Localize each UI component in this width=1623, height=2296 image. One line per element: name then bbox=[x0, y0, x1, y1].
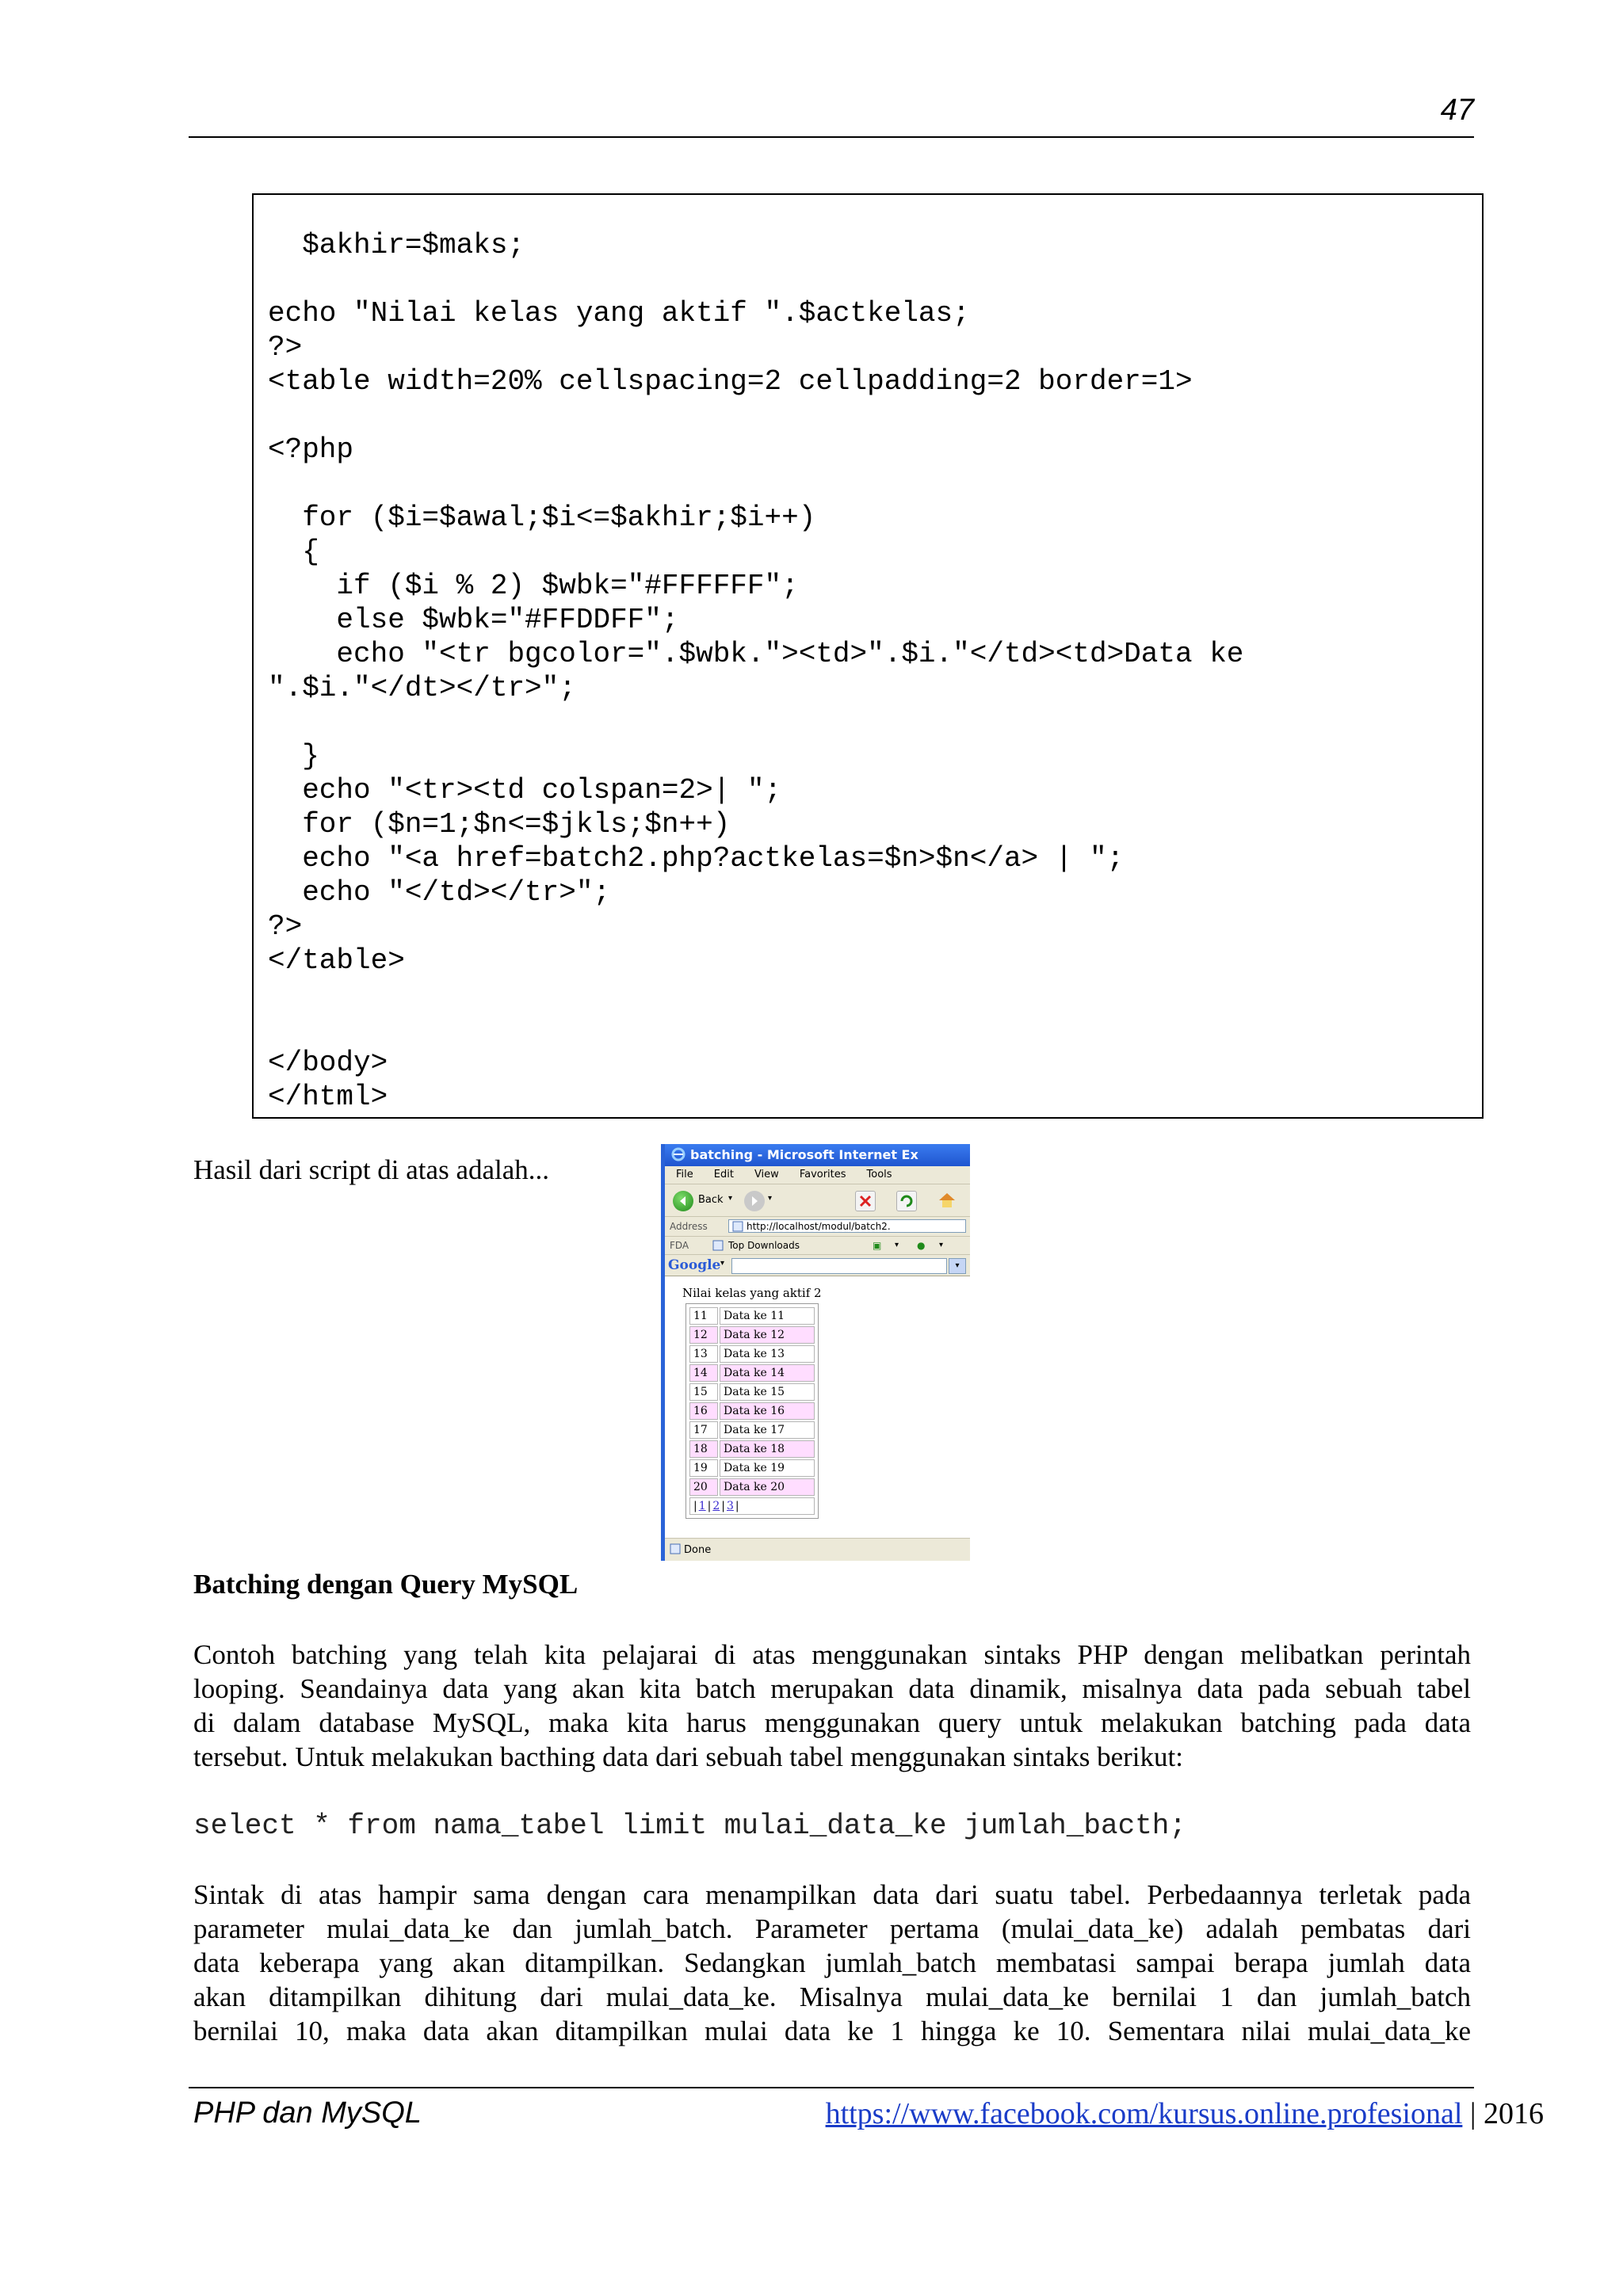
footer-separator: | bbox=[1462, 2097, 1484, 2130]
back-arrow-icon bbox=[673, 1191, 693, 1211]
code-line: else $wbk="#FFDDFF"; bbox=[268, 604, 679, 636]
header-rule bbox=[189, 136, 1474, 138]
top-downloads-link[interactable]: Top Downloads bbox=[728, 1240, 800, 1251]
footer-right bbox=[826, 2096, 1544, 2131]
code-line: echo "Nilai kelas yang aktif ".$actkelas; bbox=[268, 297, 970, 330]
menu-favorites[interactable]: Favorites bbox=[799, 1169, 846, 1180]
media-icon[interactable]: ▣ bbox=[873, 1240, 882, 1251]
bookmark-icon bbox=[712, 1240, 724, 1251]
home-icon bbox=[938, 1191, 957, 1210]
refresh-icon bbox=[897, 1192, 916, 1211]
paragraph-line: looping. Seandainya data yang akan kita batch merupakan data dinamik, misalnya data pada sebuah tabel bbox=[193, 1673, 1471, 1704]
row-number: 14 bbox=[689, 1364, 718, 1382]
row-data: Data ke 16 bbox=[720, 1402, 815, 1420]
table-row bbox=[689, 1326, 815, 1344]
stop-button[interactable] bbox=[855, 1191, 876, 1211]
chevron-down-icon[interactable]: ▾ bbox=[728, 1194, 733, 1203]
page-done-icon bbox=[670, 1543, 681, 1554]
paragraph-line: data keberapa yang akan ditampilkan. Sedangkan jumlah_batch membatasi sampai berapa jumlah data bbox=[193, 1947, 1471, 1978]
window-title: batching - Microsoft Internet Ex bbox=[690, 1147, 918, 1162]
status-text: Done bbox=[684, 1544, 712, 1556]
paragraph-line: Contoh batching yang telah kita pelajarai di atas menggunakan sintaks PHP dengan melibatkan perintah bbox=[193, 1639, 1471, 1670]
browser-screenshot bbox=[661, 1144, 970, 1561]
fda-label: FDA bbox=[670, 1240, 689, 1251]
pager-separator: | bbox=[735, 1500, 739, 1512]
code-line: if ($i % 2) $wbk="#FFFFFF"; bbox=[268, 570, 799, 602]
section-heading: Batching dengan Query MySQL bbox=[193, 1569, 579, 1600]
code-line: } bbox=[268, 740, 319, 772]
code-line: for ($i=$awal;$i<=$akhir;$i++) bbox=[268, 502, 816, 534]
stop-icon bbox=[856, 1192, 875, 1211]
paragraph-line: parameter mulai_data_ke dan jumlah_batch. Parameter pertama (mulai_data_ke) adalah pembatas dari bbox=[193, 1913, 1471, 1944]
code-line: echo "</td></tr>"; bbox=[268, 876, 611, 909]
row-number: 16 bbox=[689, 1402, 718, 1420]
pager-separator: | bbox=[721, 1500, 725, 1512]
forward-button[interactable] bbox=[744, 1191, 765, 1211]
table-row bbox=[689, 1421, 815, 1439]
row-number: 15 bbox=[689, 1383, 718, 1401]
paragraph-line: Sintak di atas hampir sama dengan cara menampilkan data dari suatu tabel. Perbedaannya terletak pada bbox=[193, 1879, 1471, 1910]
page-content bbox=[665, 1276, 970, 1538]
pager-separator: | bbox=[693, 1500, 697, 1512]
google-toolbar bbox=[665, 1255, 970, 1276]
toolbar bbox=[665, 1184, 970, 1217]
page-number: 47 bbox=[1440, 93, 1474, 127]
row-data: Data ke 19 bbox=[720, 1459, 815, 1477]
code-block bbox=[252, 193, 1484, 1119]
address-value: http://localhost/modul/batch2. bbox=[747, 1221, 891, 1232]
footer-year: 2016 bbox=[1484, 2097, 1544, 2130]
row-number: 11 bbox=[689, 1307, 718, 1325]
ie-logo-icon bbox=[671, 1147, 685, 1161]
code-line: echo "<tr bgcolor=".$wbk."><td>".$i."</td><td>Data ke bbox=[268, 638, 1244, 670]
paragraph-line: di dalam database MySQL, maka kita harus menggunakan query untuk melakukan batching pada data bbox=[193, 1707, 1471, 1738]
code-line: { bbox=[268, 536, 319, 568]
row-data: Data ke 18 bbox=[720, 1440, 815, 1458]
pager-row bbox=[689, 1497, 815, 1515]
refresh-button[interactable] bbox=[896, 1191, 917, 1211]
code-line: ".$i."</dt></tr>"; bbox=[268, 672, 576, 704]
data-table bbox=[685, 1303, 819, 1519]
code-line: </body> bbox=[268, 1047, 388, 1079]
home-button[interactable] bbox=[938, 1191, 957, 1210]
chevron-down-icon[interactable]: ▾ bbox=[895, 1241, 899, 1249]
row-number: 20 bbox=[689, 1478, 718, 1496]
row-number: 12 bbox=[689, 1326, 718, 1344]
google-logo: Google bbox=[668, 1257, 721, 1273]
table-row bbox=[689, 1345, 815, 1363]
code-line: echo "<tr><td colspan=2>| "; bbox=[268, 774, 782, 807]
pager bbox=[689, 1497, 815, 1515]
menu-edit[interactable]: Edit bbox=[713, 1169, 734, 1180]
code-line: <table width=20% cellspacing=2 cellpadding=2 border=1> bbox=[268, 365, 1193, 398]
code-line: $akhir=$maks; bbox=[268, 229, 525, 261]
row-data: Data ke 15 bbox=[720, 1383, 815, 1401]
code-line: <?php bbox=[268, 433, 354, 466]
code-line: </table> bbox=[268, 944, 405, 977]
footer-rule bbox=[189, 2087, 1474, 2088]
row-data: Data ke 14 bbox=[720, 1364, 815, 1382]
table-row bbox=[689, 1440, 815, 1458]
row-number: 17 bbox=[689, 1421, 718, 1439]
page-link-2[interactable]: 2 bbox=[712, 1500, 720, 1512]
row-data: Data ke 13 bbox=[720, 1345, 815, 1363]
menu-bar bbox=[665, 1166, 970, 1184]
row-number: 18 bbox=[689, 1440, 718, 1458]
chevron-down-icon[interactable]: ▾ bbox=[768, 1194, 773, 1203]
table-row bbox=[689, 1364, 815, 1382]
menu-tools[interactable]: Tools bbox=[866, 1169, 892, 1180]
links-bar bbox=[665, 1237, 970, 1255]
paragraph-line: akan ditampilkan dihitung dari mulai_data_ke. Misalnya mulai_data_ke bernilai 1 dan jumlah_batch bbox=[193, 1981, 1471, 2012]
table-row bbox=[689, 1402, 815, 1420]
result-caption: Hasil dari script di atas adalah... bbox=[193, 1154, 550, 1185]
code-line: </html> bbox=[268, 1081, 388, 1113]
row-data: Data ke 11 bbox=[720, 1307, 815, 1325]
back-label: Back bbox=[698, 1194, 724, 1206]
paragraph-line: bernilai 10, maka data akan ditampilkan mulai data ke 1 hingga ke 10. Sementara nilai mulai_data_ke bbox=[193, 2016, 1471, 2046]
paragraph-line: tersebut. Untuk melakukan bacthing data dari sebuah tabel menggunakan sintaks berikut: bbox=[193, 1741, 1183, 1772]
back-button[interactable] bbox=[673, 1191, 693, 1211]
footer-title: PHP dan MySQL bbox=[193, 2096, 422, 2130]
chevron-down-icon[interactable]: ▾ bbox=[939, 1241, 944, 1249]
status-dot-icon[interactable]: ● bbox=[917, 1240, 926, 1251]
code-line: ?> bbox=[268, 331, 303, 364]
row-number: 13 bbox=[689, 1345, 718, 1363]
address-label: Address bbox=[670, 1221, 708, 1232]
code-line: for ($n=1;$n<=$jkls;$n++) bbox=[268, 808, 731, 841]
pager-separator: | bbox=[707, 1500, 712, 1512]
page-icon bbox=[732, 1221, 743, 1232]
forward-arrow-icon bbox=[744, 1191, 765, 1211]
table-row bbox=[689, 1459, 815, 1477]
page-link-1[interactable]: 1 bbox=[698, 1500, 706, 1512]
table-row bbox=[689, 1478, 815, 1496]
table-row bbox=[689, 1307, 815, 1325]
menu-file[interactable]: File bbox=[676, 1169, 693, 1180]
row-data: Data ke 17 bbox=[720, 1421, 815, 1439]
row-data: Data ke 20 bbox=[720, 1478, 815, 1496]
page-link-3[interactable]: 3 bbox=[727, 1500, 734, 1512]
search-dropdown-button[interactable]: ▾ bbox=[949, 1258, 966, 1274]
window-title-bar bbox=[665, 1144, 970, 1166]
row-data: Data ke 12 bbox=[720, 1326, 815, 1344]
code-line: echo "<a href=batch2.php?actkelas=$n>$n</a> | "; bbox=[268, 842, 1125, 875]
status-bar bbox=[665, 1538, 970, 1561]
sql-example: select * from nama_tabel limit mulai_data_ke jumlah_bacth; bbox=[193, 1810, 1187, 1842]
active-class-text: Nilai kelas yang aktif 2 bbox=[682, 1286, 822, 1300]
footer-link[interactable]: https://www.facebook.com/kursus.online.profesional bbox=[825, 2097, 1463, 2130]
address-bar bbox=[665, 1217, 970, 1237]
chevron-down-icon[interactable]: ▾ bbox=[720, 1259, 725, 1268]
google-search-input[interactable] bbox=[731, 1258, 947, 1274]
address-input[interactable] bbox=[728, 1219, 966, 1233]
code-line: ?> bbox=[268, 910, 303, 943]
menu-view[interactable]: View bbox=[754, 1169, 779, 1180]
table-row bbox=[689, 1383, 815, 1401]
row-number: 19 bbox=[689, 1459, 718, 1477]
